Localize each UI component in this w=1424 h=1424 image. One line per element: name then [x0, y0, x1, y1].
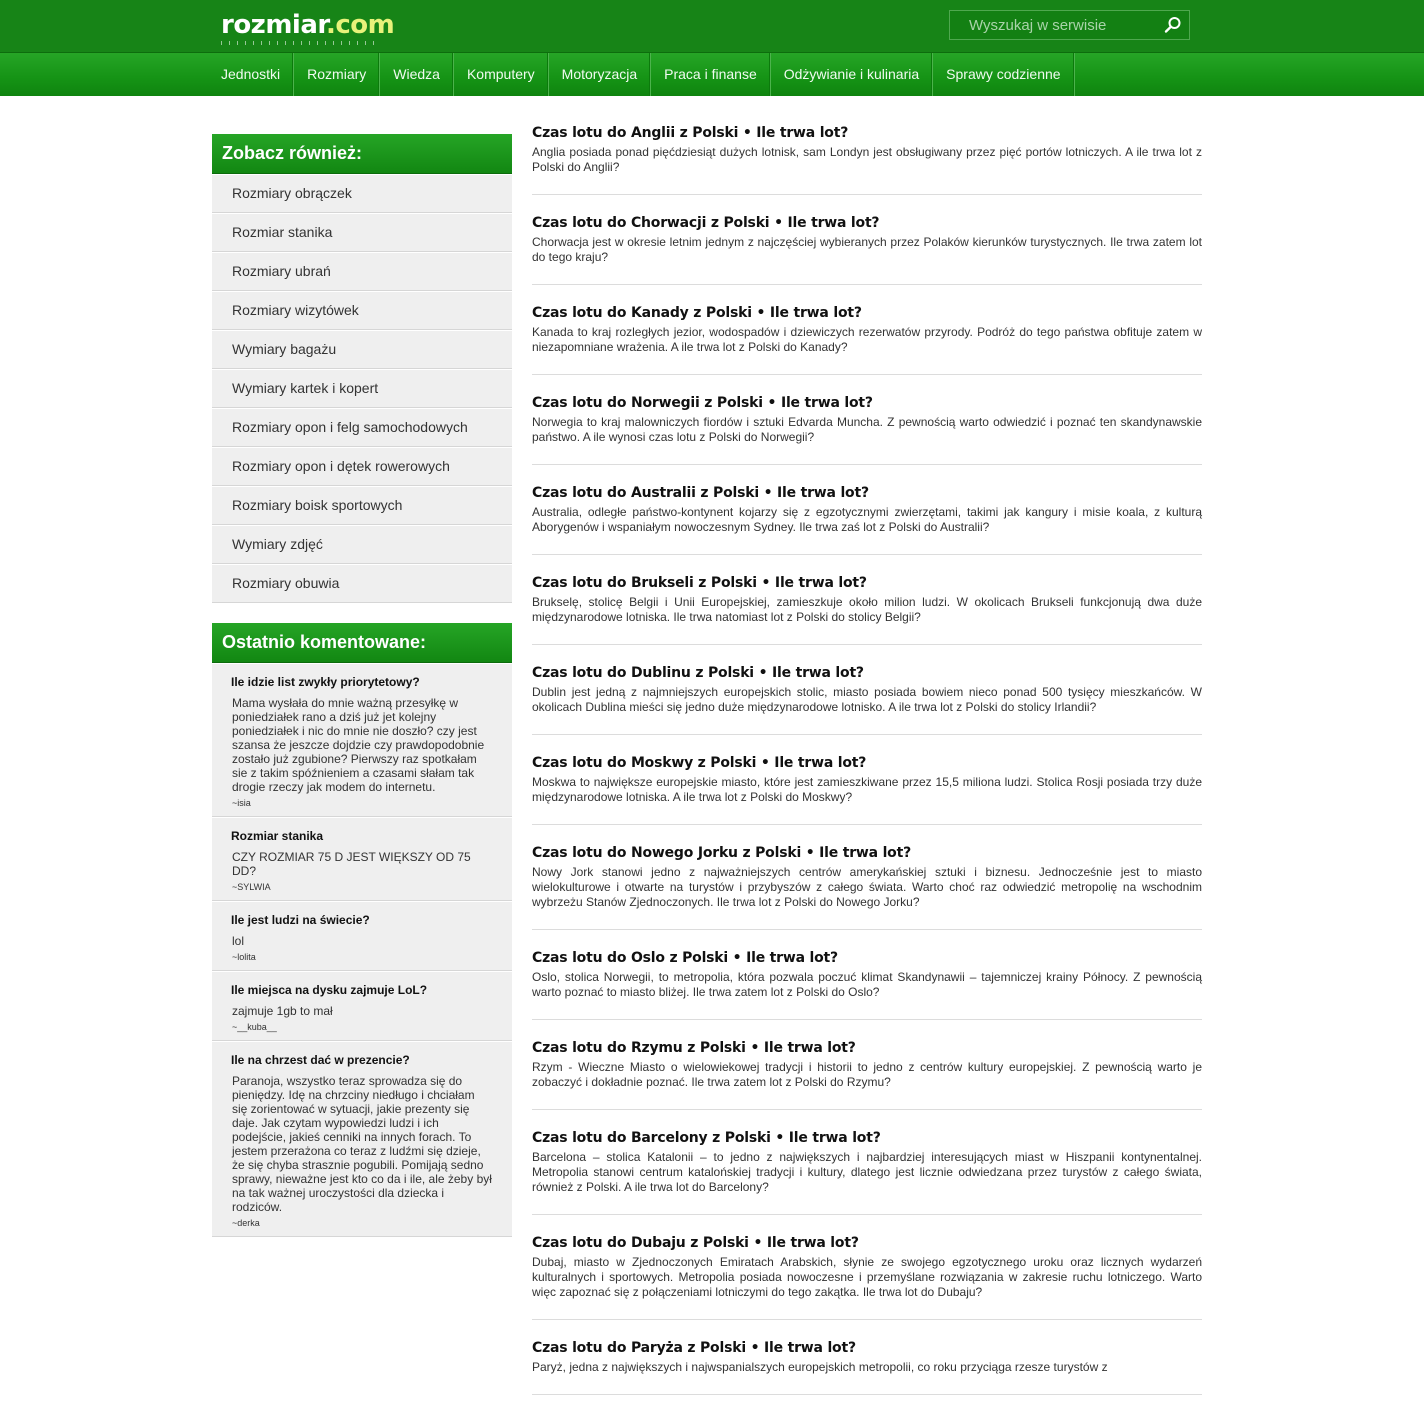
main-nav: [208, 53, 1075, 96]
nav-item[interactable]: Odżywianie i kulinaria: [771, 53, 933, 96]
article-excerpt: Chorwacja jest w okresie letnim jednym z najczęściej wybieranych przez Polaków kierunków turystycznych. Ile trwa zatem lot do tego kraju?: [532, 235, 1202, 264]
article-title-link[interactable]: Czas lotu do Brukseli z Polski • Ile trwa lot?: [532, 575, 867, 591]
article-title-link[interactable]: Czas lotu do Australii z Polski • Ile trwa lot?: [532, 485, 869, 501]
article-excerpt: Oslo, stolica Norwegii, to metropolia, która pozwala poczuć klimat Skandynawii – tajemniczej krainy Północy. Z pewnością warto poznać to miasto bliżej. Ile trwa zatem lot z Polski do Oslo?: [532, 970, 1202, 999]
see-also-link[interactable]: Wymiary kartek i kopert: [212, 369, 512, 408]
search-input[interactable]: [950, 11, 1169, 39]
comment-topic-link[interactable]: Ile idzie list zwykły priorytetowy?: [231, 675, 420, 689]
nav-item[interactable]: Wiedza: [380, 53, 454, 96]
comment-topic-link[interactable]: Ile na chrzest dać w prezencie?: [231, 1053, 410, 1067]
search-box: [949, 10, 1190, 40]
article-excerpt: Rzym - Wieczne Miasto o wielowiekowej tradycji i historii to jedno z centrów kultury europejskiej. Z pewnością warto je zobaczyć i dokładnie poznać. Ile trwa zatem lot z Polski do Rzymu?: [532, 1060, 1202, 1089]
article-item: [532, 665, 1202, 735]
comment-body: Mama wysłała do mnie ważną przesyłkę w poniedziałek rano a dziś już jet kolejny poniedziałek i nic do mnie nie doszło? czy jest szansa że jeszcze dojdzie czy prawdopodobnie zostało już zgubione? Pierwszy raz spotkałam sie z takim spóźnieniem a czasami słałam tak drogie rzeczy jak modem do internetu.: [232, 696, 485, 794]
article-item: [532, 1235, 1202, 1320]
article-excerpt: Australia, odległe państwo-kontynent kojarzy się z egzotycznymi zwierzętami, takimi jak kangury i misie koala, z kulturą Aborygenów i wspaniałym nowoczesnym Sydney. Ile trwa zaś lot z Polski do Australii?: [532, 505, 1202, 534]
article-title-link[interactable]: Czas lotu do Kanady z Polski • Ile trwa lot?: [532, 305, 862, 321]
article-item: [532, 125, 1202, 195]
nav-item[interactable]: Jednostki: [208, 53, 294, 96]
article-excerpt: Norwegia to kraj malowniczych fiordów i sztuki Edvarda Muncha. Z pewnością warto odwiedzić i poznać ten skandynawskie państwo. A ile wynosi czas lotu z Polski do Norwegii?: [532, 415, 1202, 444]
comment-author: ~SYLWIA: [232, 882, 271, 892]
nav-item[interactable]: Motoryzacja: [549, 53, 651, 96]
site-logo[interactable]: [221, 9, 394, 41]
logo-tld-text: .com: [325, 10, 395, 40]
article-item: [532, 845, 1202, 930]
article-excerpt: Nowy Jork stanowi jedno z najważniejszych centrów amerykańskiej sztuki i biznesu. Jednocześnie jest to miasto wielokulturowe i otwarte na turystów i przybyszów z całego świata. Warto choć raz odwiedzić metropolię na wschodnim wybrzeżu Stanów Zjednoczonych. Ile trwa lot z Polski do Nowego Jorku?: [532, 865, 1202, 909]
article-excerpt: Brukselę, stolicę Belgii i Unii Europejskiej, zamieszkuje około milion ludzi. W okolicach Brukseli funkcjonują dwa duże międzynarodowe lotniska. Ile trwa natomiast lot z Polski do stolicy Belgii?: [532, 595, 1202, 624]
article-title-link[interactable]: Czas lotu do Norwegii z Polski • Ile trwa lot?: [532, 395, 873, 411]
article-title-link[interactable]: Czas lotu do Oslo z Polski • Ile trwa lot?: [532, 950, 838, 966]
comment-item: [212, 817, 512, 901]
article-title-link[interactable]: Czas lotu do Anglii z Polski • Ile trwa lot?: [532, 125, 849, 141]
article-item: [532, 755, 1202, 825]
comment-body: zajmuje 1gb to mał: [232, 1004, 333, 1018]
article-item: [532, 950, 1202, 1020]
see-also-list: [212, 174, 512, 603]
comment-topic-link[interactable]: Rozmiar stanika: [231, 829, 324, 843]
article-excerpt: Barcelona – stolica Katalonii – to jedno z największych i najbardziej interesujących miast w Hiszpanii kontynentalnej. Metropolia stanowi centrum katalońskiej tradycji i kultury, dlatego jest licznie odwiedzana przez turystów z całego świata, również z Polski. A ile trwa lot do Barcelony?: [532, 1150, 1202, 1194]
sidebar: [212, 134, 512, 1237]
article-item: [532, 305, 1202, 375]
search-icon: [1163, 15, 1183, 35]
article-excerpt: Paryż, jedna z największych i najwspanialszych europejskich metropolii, co roku przyciąga rzesze turystów z: [532, 1360, 1108, 1374]
article-excerpt: Dubaj, miasto w Zjednoczonych Emiratach Arabskich, słynie ze swojego egzotycznego uroku oraz licznych wydarzeń kulturalnych i sportowych. Metropolia posiada nowoczesne i przemyślane rozwiązania w zakresie ruchu lotniczego. Warto więc zapoznać się z połączeniami lotniczymi do tego zakątka. Ile trwa lot do Dubaju?: [532, 1255, 1202, 1299]
article-item: [532, 1040, 1202, 1110]
article-title-link[interactable]: Czas lotu do Chorwacji z Polski • Ile trwa lot?: [532, 215, 880, 231]
article-excerpt: Kanada to kraj rozległych jezior, wodospadów i dziewiczych rezerwatów przyrody. Podróż do tego państwa obfituje zatem w niezapomniane wrażenia. A ile trwa lot z Polski do Kanady?: [532, 325, 1202, 354]
see-also-link[interactable]: Wymiary zdjęć: [212, 525, 512, 564]
see-also-link[interactable]: Rozmiary obuwia: [212, 564, 512, 603]
see-also-link[interactable]: Rozmiary obrączek: [212, 174, 512, 213]
top-header: [0, 0, 1424, 52]
recent-comments-title: Ostatnio komentowane:: [212, 623, 512, 663]
article-item: [532, 395, 1202, 465]
search-button[interactable]: [1163, 15, 1183, 35]
nav-item[interactable]: Rozmiary: [294, 53, 380, 96]
article-title-link[interactable]: Czas lotu do Paryża z Polski • Ile trwa lot?: [532, 1340, 856, 1356]
article-item: [532, 215, 1202, 285]
comment-topic-link[interactable]: Ile miejsca na dysku zajmuje LoL?: [231, 983, 428, 997]
see-also-link[interactable]: Rozmiary opon i felg samochodowych: [212, 408, 512, 447]
nav-item[interactable]: Komputery: [454, 53, 549, 96]
comment-body: lol: [232, 934, 245, 948]
comment-item: [212, 663, 512, 817]
article-item: [532, 1130, 1202, 1215]
recent-comments-list: [212, 663, 512, 1237]
article-title-link[interactable]: Czas lotu do Rzymu z Polski • Ile trwa lot?: [532, 1040, 856, 1056]
recent-comments-box: [212, 623, 512, 1237]
comment-author: ~lolita: [232, 952, 256, 962]
article-title-link[interactable]: Czas lotu do Dublinu z Polski • Ile trwa lot?: [532, 665, 864, 681]
comment-author: ~isia: [232, 798, 251, 808]
article-list: [532, 125, 1202, 1415]
see-also-box: [212, 134, 512, 603]
see-also-link[interactable]: Wymiary bagażu: [212, 330, 512, 369]
article-item: [532, 575, 1202, 645]
article-excerpt: Moskwa to największe europejskie miasto, które jest zamieszkiwane przez 15,5 miliona ludzi. Stolica Rosji posiada trzy duże międzynarodowe lotniska. A ile trwa lot z Polski do Moskwy?: [532, 775, 1202, 804]
article-item: [532, 1340, 1202, 1395]
see-also-link[interactable]: Rozmiary boisk sportowych: [212, 486, 512, 525]
comment-item: [212, 901, 512, 971]
nav-item[interactable]: Sprawy codzienne: [933, 53, 1074, 96]
see-also-link[interactable]: Rozmiary wizytówek: [212, 291, 512, 330]
article-title-link[interactable]: Czas lotu do Nowego Jorku z Polski • Ile trwa lot?: [532, 845, 911, 861]
article-title-link[interactable]: Czas lotu do Dubaju z Polski • Ile trwa lot?: [532, 1235, 859, 1251]
logo-main-text: rozmiar: [221, 10, 326, 40]
comment-item: [212, 1041, 512, 1237]
comment-topic-link[interactable]: Ile jest ludzi na świecie?: [231, 913, 370, 927]
article-title-link[interactable]: Czas lotu do Moskwy z Polski • Ile trwa lot?: [532, 755, 867, 771]
article-excerpt: Dublin jest jedną z najmniejszych europejskich stolic, miasto posiada bowiem nieco ponad 500 tysięcy mieszkańców. W okolicach Dublina mieści się jedno duże międzynarodowe lotnisko. A ile trwa lot z Polski do stolicy Irlandii?: [532, 685, 1202, 714]
see-also-link[interactable]: Rozmiar stanika: [212, 213, 512, 252]
article-title-link[interactable]: Czas lotu do Barcelony z Polski • Ile trwa lot?: [532, 1130, 881, 1146]
see-also-title: Zobacz również:: [212, 134, 512, 174]
nav-item[interactable]: Praca i finanse: [651, 53, 771, 96]
comment-body: CZY ROZMIAR 75 D JEST WIĘKSZY OD 75 DD?: [232, 850, 471, 878]
comment-body: Paranoja, wszystko teraz sprowadza się do pieniędzy. Idę na chrzciny niedługo i chciałam się zorientować w sytuacji, jakie prezenty się daje. Jak czytam wypowiedzi ludzi i ich podejście, jakieś cenniki na innych forach. To jestem przerażona co teraz z ludźmi się dzieje, że się chyba strasznie pogubili. Pomijają sedno sprawy, nieważne jest kto co da i ile, ale żeby był na tak ważnej uroczystości dla dziecka i rodziców.: [232, 1074, 492, 1214]
see-also-link[interactable]: Rozmiary opon i dętek rowerowych: [212, 447, 512, 486]
article-excerpt: Anglia posiada ponad pięćdziesiąt dużych lotnisk, sam Londyn jest obsługiwany przez pięć portów lotniczych. A ile trwa lot z Polski do Anglii?: [532, 145, 1202, 174]
main-navbar: [0, 52, 1424, 96]
comment-author: ~__kuba__: [232, 1022, 277, 1032]
comment-item: [212, 971, 512, 1041]
see-also-link[interactable]: Rozmiary ubrań: [212, 252, 512, 291]
logo-ruler-decoration: [221, 41, 379, 45]
article-item: [532, 485, 1202, 555]
comment-author: ~derka: [232, 1218, 260, 1228]
